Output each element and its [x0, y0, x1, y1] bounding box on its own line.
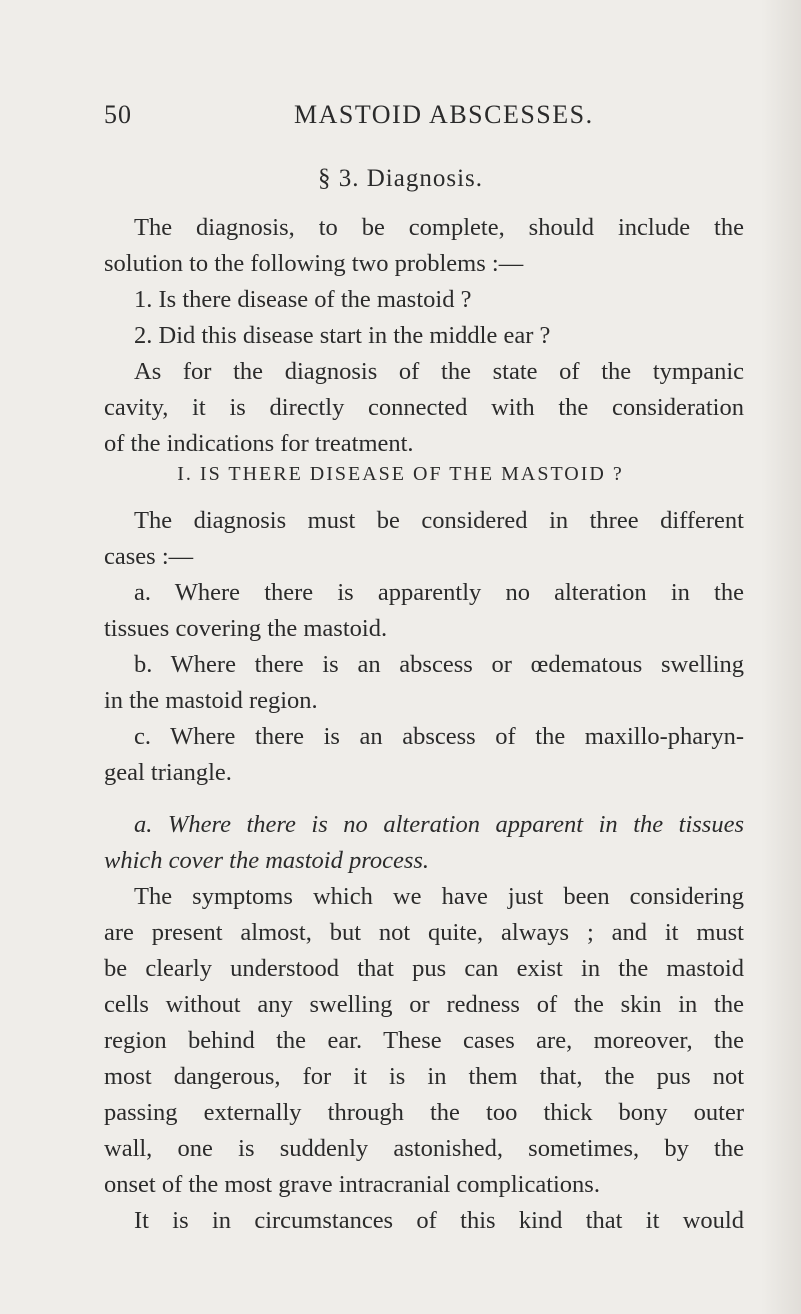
text-line: a. Where there is apparently no alteration in the	[134, 579, 744, 606]
text-line: b. Where there is an abscess or œdematous swelling	[134, 651, 744, 678]
text-line: cases :—	[104, 543, 194, 570]
text-line: of the indications for treatment.	[104, 430, 414, 457]
text-line: wall, one is suddenly astonished, sometimes, by the	[104, 1135, 744, 1162]
text-line: be clearly understood that pus can exist in the mastoid	[104, 955, 744, 982]
text-line: solution to the following two problems :—	[104, 250, 524, 277]
text-line: tissues covering the mastoid.	[104, 615, 388, 642]
text-line: cells without any swelling or redness of the skin in the	[104, 991, 744, 1018]
text-line: geal triangle.	[104, 759, 232, 786]
text-line: 1. Is there disease of the mastoid ?	[134, 286, 472, 313]
text-line: region behind the ear. These cases are, moreover, the	[104, 1027, 744, 1054]
running-title: MASTOID ABSCESSES.	[294, 100, 594, 129]
text-line: most dangerous, for it is in them that, the pus not	[104, 1063, 744, 1090]
page-number: 50	[104, 100, 132, 129]
text-line: cavity, it is directly connected with the consideration	[104, 394, 744, 421]
text-line: in the mastoid region.	[104, 687, 318, 714]
text-line: It is in circumstances of this kind that it would	[134, 1207, 744, 1234]
text-line: passing externally through the too thick bony outer	[104, 1099, 744, 1126]
text-line: are present almost, but not quite, always ; and it must	[104, 919, 744, 946]
text-line: c. Where there is an abscess of the maxillo-pharyn-	[134, 723, 744, 750]
section-title: § 3. Diagnosis.	[318, 165, 483, 192]
text-line: which cover the mastoid process.	[104, 847, 430, 874]
text-line: The symptoms which we have just been considering	[134, 883, 744, 910]
text-line: a. Where there is no alteration apparent in the tissues	[134, 811, 744, 838]
text-line: As for the diagnosis of the state of the tympanic	[134, 358, 744, 385]
text-line: The diagnosis must be considered in three different	[134, 507, 744, 534]
text-line: The diagnosis, to be complete, should include the	[134, 214, 744, 241]
page-edge-shadow	[761, 0, 801, 1314]
text-line: 2. Did this disease start in the middle ear ?	[134, 322, 551, 349]
running-head	[104, 100, 744, 132]
text-line: onset of the most grave intracranial complications.	[104, 1171, 600, 1198]
sub-heading: I. IS THERE DISEASE OF THE MASTOID ?	[177, 463, 624, 485]
